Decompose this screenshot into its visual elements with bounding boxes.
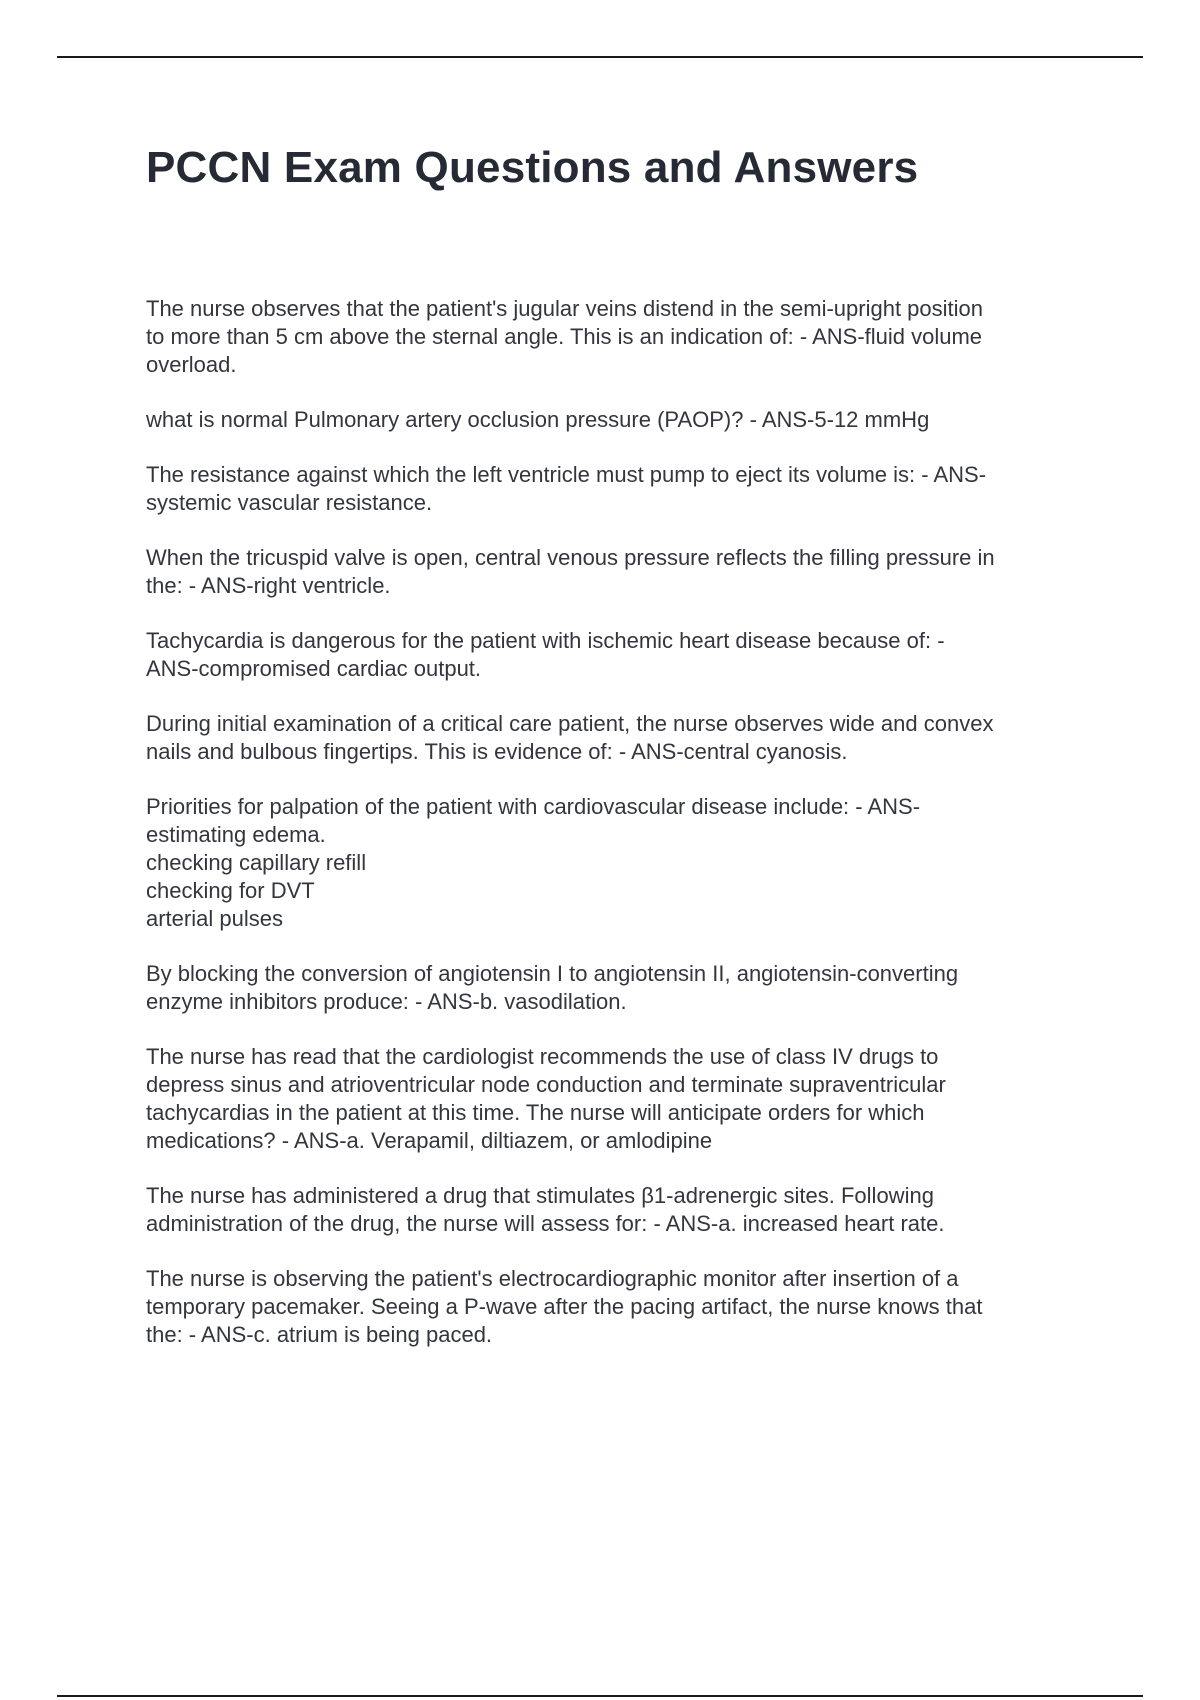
header-rule [57,56,1143,58]
qa-item-10: The nurse has administered a drug that stimulates β1-adrenergic sites. Following administration of the drug, the nurse will assess for: - ANS-a. increased heart rate. [146,1183,945,1236]
qa-item-9: The nurse has read that the cardiologist recommends the use of class IV drugs to depress sinus and atrioventricular node conduction and terminate supraventricular tachycardias in the patient at this time. The nurse will anticipate orders for which medications? - ANS-a. Verapamil, diltiazem, or amlodipine [146,1044,946,1153]
qa-item-1: The nurse observes that the patient's jugular veins distend in the semi-upright position to more than 5 cm above the sternal angle. This is an indication of: - ANS-fluid volume overload. [146,296,984,377]
qa-item-4: When the tricuspid valve is open, central venous pressure reflects the filling pressure in the: - ANS-right ventricle. [146,545,995,598]
qa-item-6: During initial examination of a critical care patient, the nurse observes wide and convex nails and bulbous fingertips. This is evidence of: - ANS-central cyanosis. [146,711,994,764]
qa-item-2: what is normal Pulmonary artery occlusion pressure (PAOP)? - ANS-5-12 mmHg [146,407,930,432]
qa-item-7: Priorities for palpation of the patient with cardiovascular disease include: - ANS- estimating edema. checking capillary refill checking for DVT arterial pulses [146,794,921,931]
qa-item-5: Tachycardia is dangerous for the patient with ischemic heart disease because of: - ANS-compromised cardiac output. [146,628,945,681]
page-title: PCCN Exam Questions and Answers [146,143,919,192]
qa-item-11: The nurse is observing the patient's electrocardiographic monitor after insertion of a temporary pacemaker. Seeing a P-wave after the pacing artifact, the nurse knows that the: - ANS-c. atrium is being paced. [146,1266,983,1347]
qa-item-3: The resistance against which the left ventricle must pump to eject its volume is: - ANS- systemic vascular resistance. [146,462,987,515]
qa-item-8: By blocking the conversion of angiotensin I to angiotensin II, angiotensin-converting enzyme inhibitors produce: - ANS-b. vasodilation. [146,961,959,1014]
qa-list [146,295,1086,1376]
footer-rule [57,1695,1143,1697]
